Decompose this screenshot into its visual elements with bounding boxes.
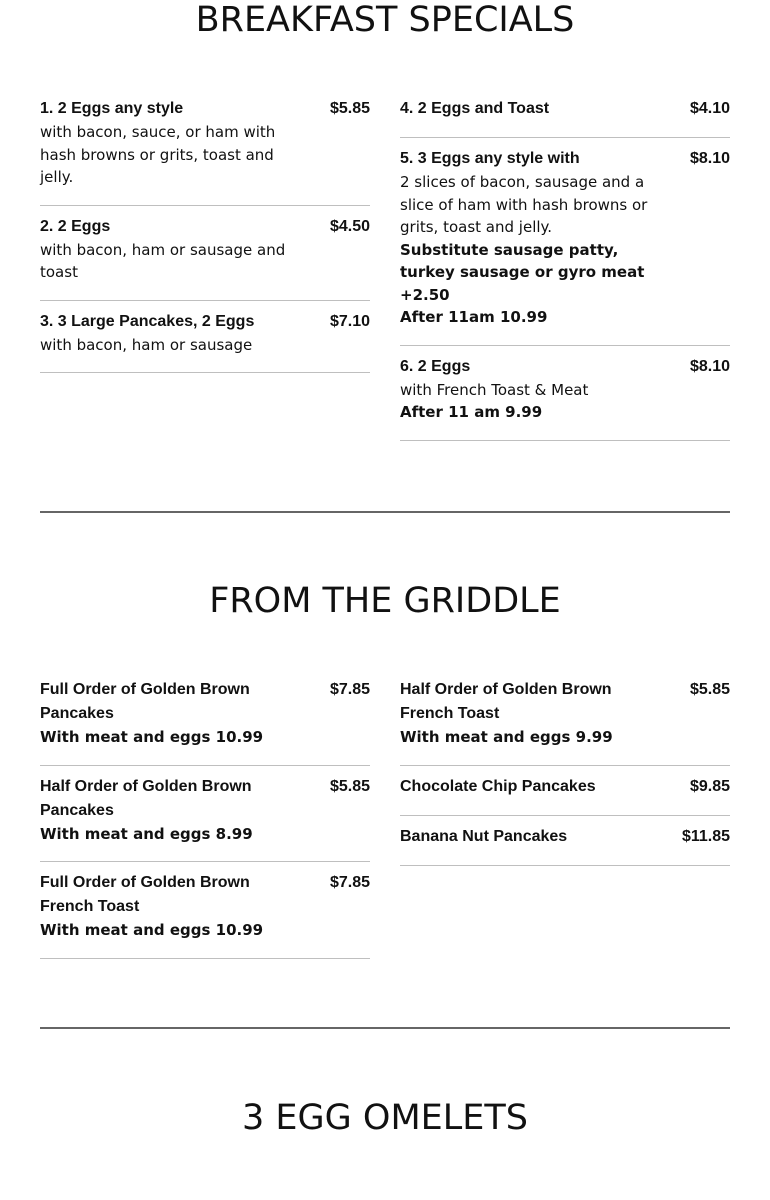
menu-item-name: 5. 3 Eggs any style with [400,150,580,167]
menu-item-price: $5.85 [329,777,370,795]
griddle-left-column [40,669,370,959]
menu-item-header [400,97,730,121]
menu-item [400,669,730,766]
menu-item-header [400,147,730,171]
menu-item-price: $8.10 [689,357,730,375]
menu-item-name: Full Order of Golden Brown Pancakes [40,681,250,722]
menu-item-header [40,775,370,823]
menu-item-price: $5.85 [329,100,370,117]
menu-item-description: with bacon, ham or sausage [40,335,253,354]
menu-item-price: $7.85 [329,681,370,698]
menu-item-note: With meat and eggs 9.99 [400,728,613,746]
menu-item-note: With meat and eggs 10.99 [40,728,264,746]
menu-item-name: 4. 2 Eggs and Toast [400,100,550,117]
section-divider [40,1027,730,1029]
menu-item-name: 3. 3 Large Pancakes, 2 Eggs [40,312,255,330]
section-title-griddle: FROM THE GRIDDLE [209,581,561,621]
menu-item-header [400,355,730,379]
breakfast-left-column [40,88,370,373]
menu-item-header [400,775,730,799]
menu-item-header [40,97,370,121]
section-title-omelets: 3 EGG OMELETS [242,1098,528,1138]
menu-item-note: After 11am 10.99 [400,308,548,326]
menu-item-price: $7.10 [329,312,370,330]
menu-item-note: After 11 am 9.99 [400,403,543,421]
menu-item [40,766,370,863]
menu-item-header [40,871,370,919]
menu-item-name: 6. 2 Eggs [400,357,471,375]
menu-item-name: 2. 2 Eggs [40,217,111,235]
menu-item-price: $9.85 [689,777,730,795]
section-title-breakfast: BREAKFAST SPECIALS [195,0,575,40]
menu-item [40,301,370,374]
menu-item [400,766,730,816]
menu-item-price: $7.85 [329,874,370,891]
menu-item [400,346,730,441]
breakfast-right-column [400,88,730,441]
menu-item [40,206,370,301]
menu-item-description: with bacon, ham or sausage and toast [40,240,286,281]
menu-item-note: With meat and eggs 10.99 [40,921,264,939]
menu-item-header [400,825,730,849]
menu-item [40,669,370,766]
menu-item-price: $5.85 [689,681,730,698]
menu-item-name: Half Order of Golden Brown French Toast [400,681,612,722]
menu-item-price: $11.85 [681,827,730,845]
menu-item [400,816,730,866]
menu-item-description: 2 slices of bacon, sausage and a slice of ham with hash browns or grits, toast and jelly. [400,173,648,236]
menu-item-header [40,215,370,239]
menu-item-header [400,678,730,726]
menu-item-name: Half Order of Golden Brown Pancakes [40,777,252,819]
menu-item-name: Full Order of Golden Brown French Toast [40,874,250,915]
menu-item [40,88,370,206]
menu-item-header [40,310,370,334]
menu-item-note: Substitute sausage patty, turkey sausage or gyro meat +2.50 [400,240,645,304]
menu-item-price: $8.10 [689,150,730,167]
menu-item [400,88,730,138]
menu-item-name: 1. 2 Eggs any style [40,100,184,117]
menu-item-note: With meat and eggs 8.99 [40,824,253,843]
menu-item [400,138,730,346]
menu-item [40,862,370,959]
griddle-right-column [400,669,730,866]
menu-item-price: $4.10 [689,100,730,117]
menu-item-name: Chocolate Chip Pancakes [400,777,596,795]
menu-item-header [40,678,370,726]
menu-item-name: Banana Nut Pancakes [400,827,568,845]
menu-item-price: $4.50 [329,217,370,235]
menu-item-description: with bacon, sauce, or ham with hash browns or grits, toast and jelly. [40,123,276,186]
menu-item-description: with French Toast & Meat [400,380,589,399]
section-divider [40,511,730,513]
